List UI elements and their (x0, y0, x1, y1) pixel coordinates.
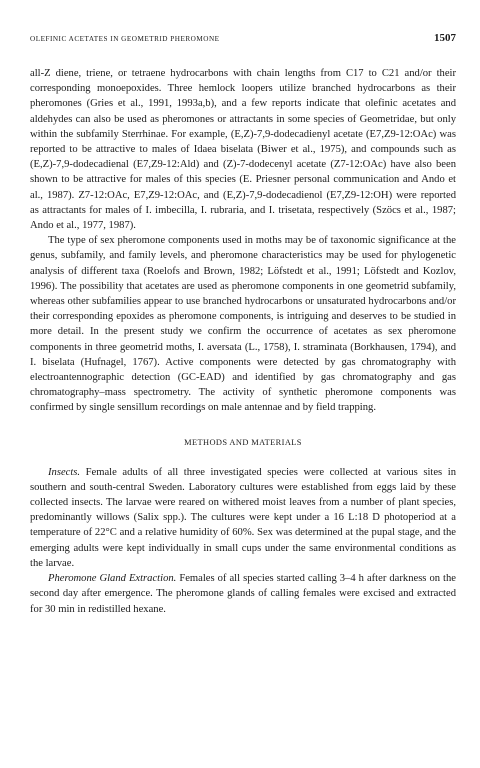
document-page (30, 32, 456, 617)
methods-paragraph-insects (30, 465, 456, 571)
intro-paragraph-2: The type of sex pheromone components used in moths may be of taxonomic significance at the genus, subfamily, and family levels, and pheromone characteristics may be used for phylogenetic analysis of different taxa (Roelofs and Brown, 1982; Löfstedt et al., 1991; Löfstedt and Kozlov, 1996). The possibility that acetates are used as pheromone components in one geometrid subfamily, whereas other subfamilies appear to use branched hydrocarbons or unsaturated hydrocarbons and/or their corresponding epoxides as pheromone components, is intriguing and deserves to be studied in more detail. In the present study we confirm the occurrence of acetates as sex pheromone components in three geometrid moths, I. aversata (L., 1758), I. straminata (Borkhausen, 1794), and I. biselata (Hufnagel, 1767). Active components were detected by gas chromatography with electroantennographic detection (GC-EAD) and identified by gas chromatography and gas chromatography–mass spectrometry. The activity of synthetic pheromone components was confirmed by single sensillum recordings on male antennae and by field trapping. (30, 235, 456, 414)
page-number: 1507 (434, 32, 456, 44)
methods-paragraph-gland-extraction (30, 571, 456, 617)
methods-text-insects: Female adults of all three investigated species were collected at various sites in southern and south-central Sweden. Laboratory cultures were established from eggs laid by these collected insects. The larvae were reared on withered moist leaves from a number of plant species, predominantly willows (Salix spp.). The cultures were kept under a 16 L:18 D photoperiod at a temperature of 22°C and a relative humidity of 60%. Sex was determined at the pupal stage, and the emerging adults were kept individually in small cups under the same environmental conditions as the larvae. (30, 466, 456, 569)
section-heading: METHODS AND MATERIALS (184, 437, 302, 447)
run-in-heading-gland-extraction: Pheromone Gland Extraction. (48, 573, 177, 585)
running-head: OLEFINIC ACETATES IN GEOMETRID PHEROMONE (30, 35, 220, 43)
page-header (30, 32, 456, 48)
methods-text-gland-extraction: Females of all species started calling 3–4 h after darkness on the second day after emergence. The pheromone glands of calling females were excised and extracted for 30 min in redistilled hexane. (30, 573, 456, 615)
run-in-heading-insects: Insects. (48, 466, 81, 478)
intro-paragraph-1: all-Z diene, triene, or tetraene hydrocarbons with chain lengths from C17 to C21 and/or their corresponding monoepoxides. Three hemlock loopers utilize branched hydrocarbons as their pheromones (Gries et al., 1991, 1993a,b), and a few reports indicate that olefinic acetates and aldehydes can also be used as pheromones or attractants in some species of Geometridae, but only within the subfamily Sterrhinae. For example, (E,Z)-7,9-dodecadienyl acetate (E7,Z9-12:OAc) was reported to be attractive to males of Idaea biselata (Biwer et al., 1975), and compounds such as (E,Z)-7,9-dodecadienal (E7,Z9-12:Ald) and (Z)-7-dodecenyl acetate (Z7-12:OAc) have also been shown to be attractive for males of this species (E. Priesner personal communication and Ando et al., 1987). Z7-12:OAc, E7,Z9-12:OAc, and (E,Z)-7,9-dodecadienol (E7,Z9-12:OH) were reported as attractants for males of I. imbecilla, I. rubraria, and I. trisetata, respectively (Szöcs et al., 1987; Ando et al., 1977, 1987). (30, 68, 456, 232)
